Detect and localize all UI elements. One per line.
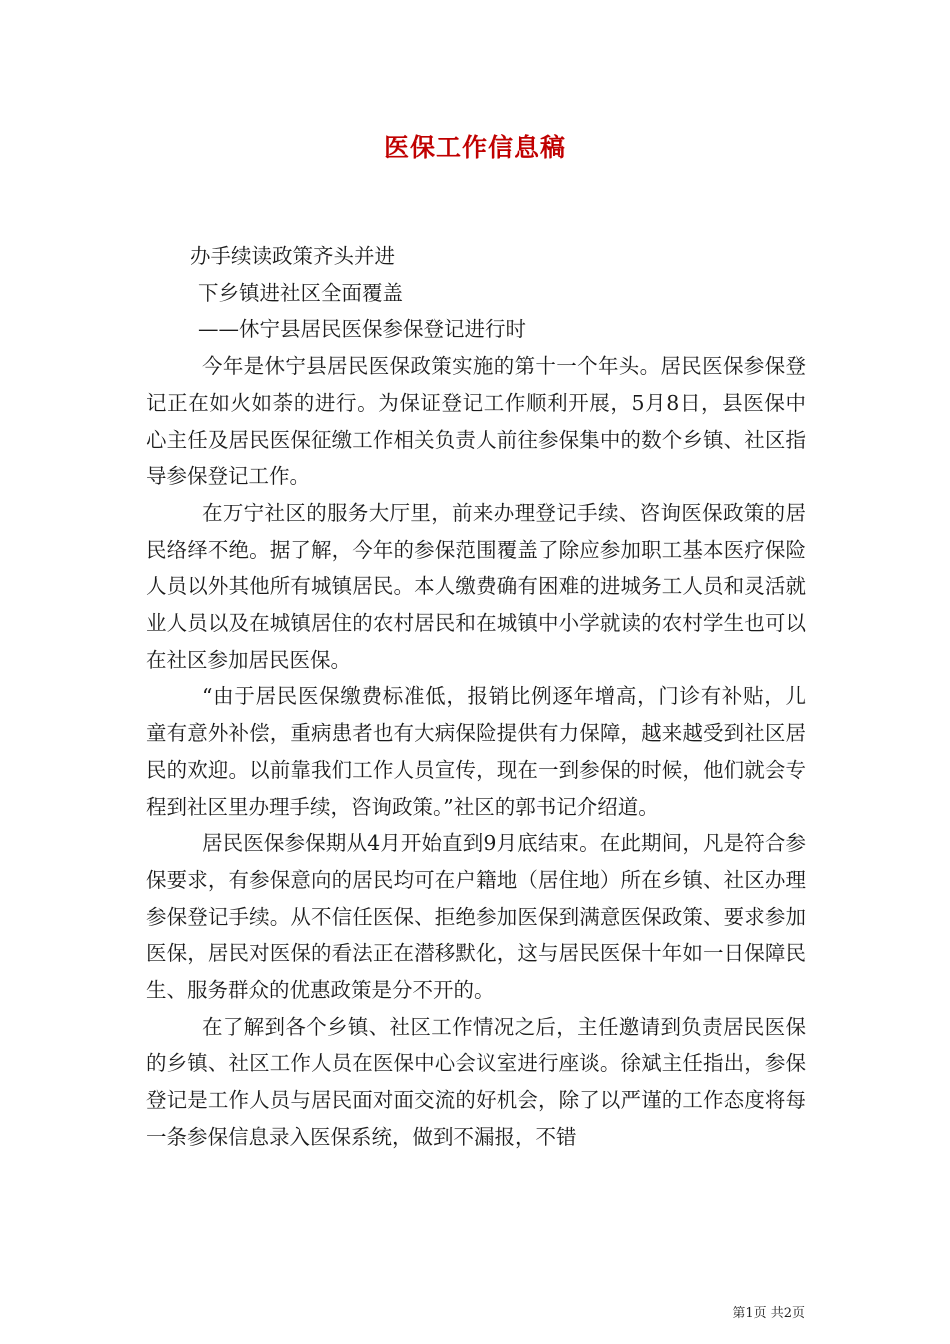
paragraph-2: 在万宁社区的服务大厅里，前来办理登记手续、咨询医保政策的居民络绎不绝。据了解，今年的参保范围覆盖了除应参加职工基本医疗保险人员以外其他所有城镇居民。本人缴费确有困难的进城务工人员和灵活就业人员以及在城镇居住的农村居民和在城镇中小学就读的农村学生也可以在社区参加居民医保。 [146,500,806,672]
page-number: 第1页 共2页 [732,1306,805,1321]
subtitle-line-1: 办手续读政策齐头并进 [190,244,395,268]
paragraph-3: “由于居民医保缴费标准低，报销比例逐年增高，门诊有补贴，儿童有意外补偿，重病患者也有大病保险提供有力保障，越来越受到社区居民的欢迎。以前靠我们工作人员宣传，现在一到参保的时候，他们就会专程到社区里办理手续，咨询政策。”社区的郭书记介绍道。 [146,684,806,819]
subtitle-line-3: ——休宁县居民医保参保登记进行时 [198,317,526,342]
paragraph-1: 今年是休宁县居民医保政策实施的第十一个年头。居民医保参保登记正在如火如荼的进行。为保证登记工作顺利开展，5月8日，县医保中心主任及居民医保征缴工作相关负责人前往参保集中的数个乡镇、社区指导参保登记工作。 [146,354,806,489]
document-body [146,238,806,1156]
subtitle-line-2: 下乡镇进社区全面覆盖 [198,280,403,305]
document-title: 医保工作信息稿 [383,133,566,162]
paragraph-4: 居民医保参保期从4月开始直到9月底结束。在此期间，凡是符合参保要求，有参保意向的居民均可在户籍地（居住地）所在乡镇、社区办理参保登记手续。从不信任医保、拒绝参加医保到满意医保政策、要求参加医保，居民对医保的看法正在潜移默化，这与居民医保十年如一日保障民生、服务群众的优惠政策是分不开的。 [146,831,806,1003]
paragraph-5: 在了解到各个乡镇、社区工作情况之后，主任邀请到负责居民医保的乡镇、社区工作人员在医保中心会议室进行座谈。徐斌主任指出，参保登记是工作人员与居民面对面交流的好机会，除了以严谨的工作态度将每一条参保信息录入医保系统，做到不漏报，不错 [146,1014,806,1149]
